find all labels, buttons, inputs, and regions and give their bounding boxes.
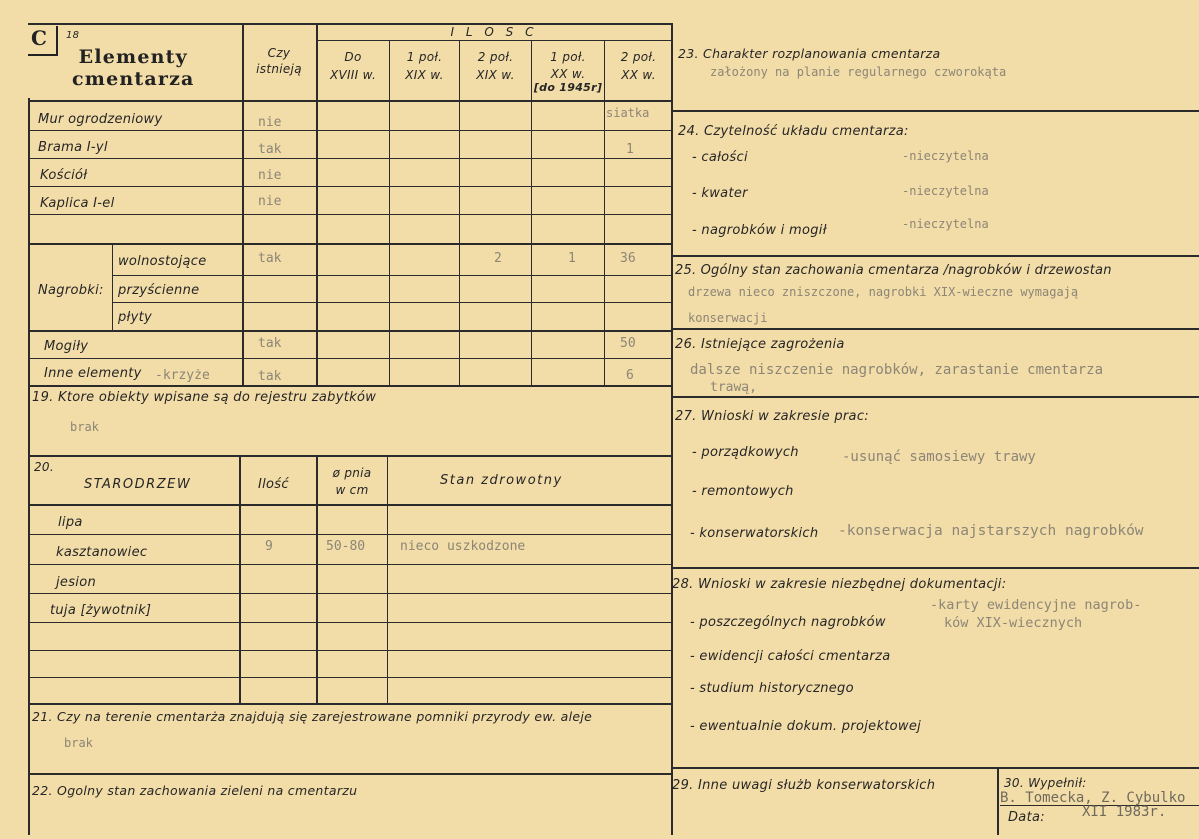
rule xyxy=(387,455,388,703)
header-czy-line2: istnieją xyxy=(256,62,302,76)
rule xyxy=(112,243,113,330)
rule xyxy=(112,302,672,303)
mogily-xx2: 50 xyxy=(620,336,636,351)
s21-label: 21. Czy na terenie cmentarża znajdują się zarejestrowane pomniki przyrody ew. aleje xyxy=(32,709,593,724)
s28-b: - ewidencji całości cmentarza xyxy=(690,649,891,664)
s20-kasztanowiec-stan: nieco uszkodzone xyxy=(400,539,526,554)
rule xyxy=(997,767,999,835)
header-2pol-xix xyxy=(461,50,530,82)
inne-xx2: 6 xyxy=(626,368,634,383)
nagrobki-wolno-xix2: 2 xyxy=(494,251,502,266)
rule xyxy=(28,703,672,705)
header-czy-istnieja xyxy=(244,46,314,76)
s19-value: brak xyxy=(70,420,99,434)
row-kaplica-czy: nie xyxy=(258,194,282,209)
rule xyxy=(604,40,605,386)
row-mur-czy: nie xyxy=(258,115,282,130)
s20-col-pnia-line1: ø pnia xyxy=(332,466,372,480)
rule xyxy=(671,396,1199,398)
s20-col-name: STARODRZEW xyxy=(84,477,192,492)
s24-calosci: - całości xyxy=(692,150,748,165)
rule xyxy=(28,243,672,245)
rule xyxy=(671,328,1199,330)
row-kosciol-label: Kościół xyxy=(40,168,88,183)
rule xyxy=(28,593,672,594)
rule xyxy=(459,40,460,386)
s30-value: B. Tomecka, Z. Cybulko xyxy=(1000,790,1186,806)
rule xyxy=(316,40,672,41)
header-1pol-xx-line1: 1 poł. xyxy=(550,50,586,64)
card-title xyxy=(72,46,195,90)
s20-row-kasztanowiec: kasztanowiec xyxy=(56,545,148,560)
rule xyxy=(28,358,672,359)
header-ilosc: I L O S C xyxy=(450,25,538,39)
s28-a-value1: -karty ewidencyjne nagrob- xyxy=(930,597,1142,613)
rule xyxy=(671,567,1199,569)
header-2pol-xix-line2: XIX w. xyxy=(476,68,515,82)
s29-label: 29. Inne uwagi służb konserwatorskich xyxy=(672,778,936,793)
s27-rem: - remontowych xyxy=(692,484,794,499)
s24-label: 24. Czytelność układu cmentarza: xyxy=(678,124,909,139)
s20-col-ilosc: Ilość xyxy=(258,477,289,492)
header-2pol-xx xyxy=(606,50,671,82)
s20-kasztanowiec-ilosc: 9 xyxy=(265,539,273,554)
card-title-line1: Elementy xyxy=(78,46,188,68)
s24-kwater: - kwater xyxy=(692,186,748,201)
row-brama-label: Brama I-yl xyxy=(38,140,108,155)
s24-calosci-value: -nieczytelna xyxy=(902,149,989,163)
s20-num: 20. xyxy=(34,460,54,474)
s27-porz-value: -usunąć samosiewy trawy xyxy=(842,449,1036,465)
row-kosciol-czy: nie xyxy=(258,168,282,183)
s30-label: 30. Wypełnił: xyxy=(1004,776,1087,790)
rule xyxy=(28,100,673,102)
header-1pol-xx xyxy=(533,50,603,95)
s26-value2: trawą, xyxy=(710,380,757,395)
header-1pol-xx-line3: [do 1945r] xyxy=(533,81,603,94)
s28-d: - ewentualnie dokum. projektowej xyxy=(690,719,922,734)
card-badge: C xyxy=(31,26,47,50)
s20-col-pnia-line2: w cm xyxy=(335,483,369,497)
header-czy-line1: Czy xyxy=(267,46,291,60)
s20-col-stan: Stan zdrowotny xyxy=(440,473,563,488)
rule xyxy=(28,504,672,506)
row-kaplica-label: Kaplica I-el xyxy=(40,196,115,211)
s24-nagrobkow-value: -nieczytelna xyxy=(902,217,989,231)
s26-value1: dalsze niszczenie nagrobków, zarastanie cmentarza xyxy=(690,362,1104,378)
s28-a-value2: ków XIX-wiecznych xyxy=(944,615,1083,631)
rule xyxy=(28,622,672,623)
rule xyxy=(28,98,30,835)
s27-kons: - konserwatorskich xyxy=(690,526,819,541)
s25-label: 25. Ogólny stan zachowania cmentarza /nagrobków i drzewostan xyxy=(675,263,1112,278)
s28-a: - poszczególnych nagrobków xyxy=(690,615,886,630)
mogily-czy: tak xyxy=(258,336,282,351)
s28-c: - studium historycznego xyxy=(690,681,854,696)
s23-label: 23. Charakter rozplanowania cmentarza xyxy=(678,46,941,61)
rule xyxy=(671,767,1199,769)
mogily-label: Mogiły xyxy=(44,339,89,354)
s24-nagrobkow: - nagrobków i mogił xyxy=(692,223,827,238)
s25-value1: drzewa nieco zniszczone, nagrobki XIX-wieczne wymagają xyxy=(688,285,1079,299)
nagrobki-wolno-xx2: 36 xyxy=(620,251,636,266)
rule xyxy=(28,564,672,565)
header-1pol-xix-line1: 1 poł. xyxy=(406,50,443,64)
header-2pol-xx-line1: 2 poł. xyxy=(620,50,657,64)
nagrobki-wolno-label: wolnostojące xyxy=(118,254,207,269)
s25-value2: konserwacji xyxy=(688,311,768,325)
s20-kasztanowiec-pnia: 50-80 xyxy=(326,539,366,554)
inne-czy: tak xyxy=(258,369,282,384)
nagrobki-plyty-label: płyty xyxy=(118,310,152,325)
header-1pol-xix xyxy=(391,50,458,82)
s27-label: 27. Wnioski w zakresie prac: xyxy=(675,409,869,424)
rule xyxy=(28,330,672,332)
header-do-xviii-line1: Do xyxy=(344,50,362,64)
inne-extra: -krzyże xyxy=(155,368,210,383)
rule xyxy=(239,455,241,703)
rule xyxy=(671,23,673,835)
inne-label: Inne elementy xyxy=(44,366,142,381)
nagrobki-wolno-czy: tak xyxy=(258,251,282,266)
nagrobki-label: Nagrobki: xyxy=(38,283,104,298)
s21-value: brak xyxy=(64,736,93,750)
rule xyxy=(531,40,532,386)
rule xyxy=(28,385,672,387)
rule xyxy=(28,158,672,159)
row-brama-xx2: 1 xyxy=(626,142,634,157)
rule xyxy=(389,40,390,386)
row-brama-czy: tak xyxy=(258,142,282,157)
s30-data-value: XII 1983r. xyxy=(1082,804,1167,820)
header-1pol-xix-line2: XIX w. xyxy=(405,68,444,82)
rule xyxy=(28,677,672,678)
rule xyxy=(671,255,1199,257)
rule xyxy=(28,773,672,775)
header-do-xviii-line2: XVIII w. xyxy=(329,68,377,82)
rule xyxy=(28,186,672,187)
header-1pol-xx-line2: XX w. xyxy=(550,67,586,81)
nagrobki-przysc-label: przyścienne xyxy=(118,283,200,298)
s19-label: 19. Ktore obiekty wpisane są do rejestru zabytków xyxy=(32,390,377,405)
nagrobki-wolno-xx1: 1 xyxy=(568,251,576,266)
rule xyxy=(28,214,672,215)
s20-col-pnia xyxy=(318,466,386,497)
rule xyxy=(671,110,1199,112)
s26-label: 26. Istniejące zagrożenia xyxy=(675,337,845,352)
s20-row-tuja: tuja [żywotnik] xyxy=(50,603,152,618)
header-2pol-xix-line1: 2 poł. xyxy=(477,50,514,64)
s22-label: 22. Ogolny stan zachowania zieleni na cmentarzu xyxy=(32,783,358,798)
s24-kwater-value: -nieczytelna xyxy=(902,184,989,198)
rule xyxy=(28,650,672,651)
card-title-line2: cmentarza xyxy=(72,68,195,90)
s27-kons-value: -konserwacja najstarszych nagrobków xyxy=(838,523,1144,539)
s30-data-label: Data: xyxy=(1008,810,1045,825)
s23-value: założony na planie regularnego czworokąta xyxy=(710,65,1007,79)
rule xyxy=(28,455,672,457)
card-badge-number: 18 xyxy=(66,30,80,41)
row-mur-label: Mur ogrodzeniowy xyxy=(38,112,163,127)
row-mur-xx2: siatka xyxy=(606,106,650,120)
s28-label: 28. Wnioski w zakresie niezbędnej dokumentacji: xyxy=(672,577,1007,592)
rule xyxy=(28,130,672,131)
header-2pol-xx-line2: XX w. xyxy=(621,68,656,82)
rule xyxy=(28,534,672,535)
s20-row-lipa: lipa xyxy=(58,515,83,530)
header-do-xviii xyxy=(318,50,388,82)
s27-porz: - porządkowych xyxy=(692,445,799,460)
s20-row-jesion: jesion xyxy=(56,575,96,590)
rule xyxy=(112,275,672,276)
